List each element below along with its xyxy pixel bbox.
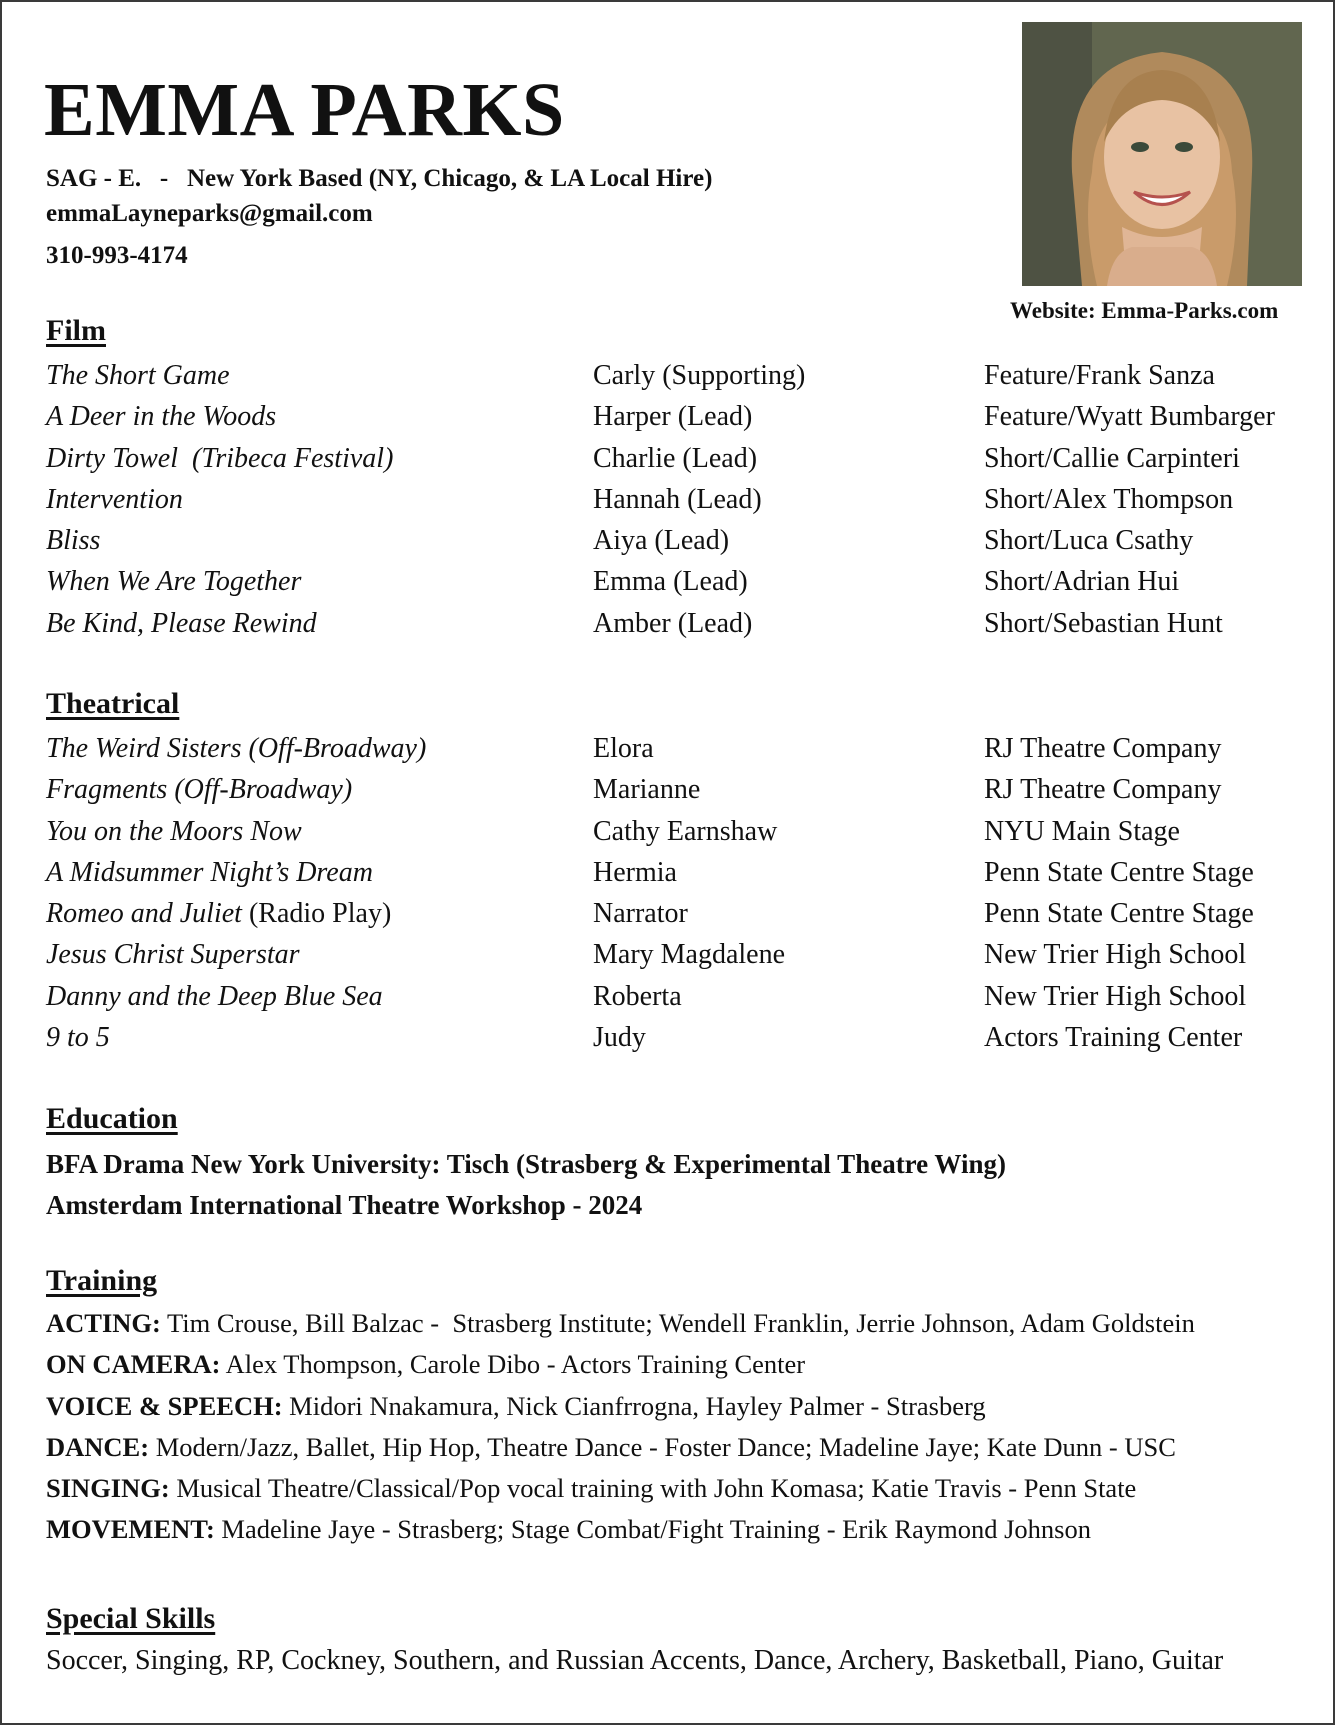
email: emmaLayneparks@gmail.com bbox=[46, 200, 373, 227]
film-role: Hannah (Lead) bbox=[593, 483, 762, 515]
education-line: Amsterdam International Theatre Workshop - 2024 bbox=[46, 1190, 643, 1220]
training-heading: Training bbox=[46, 1264, 158, 1297]
training-row bbox=[46, 1473, 1195, 1514]
theatre-row bbox=[46, 1022, 1316, 1063]
theatre-role: Narrator bbox=[593, 898, 688, 930]
training-text: Musical Theatre/Classical/Pop vocal training with John Komasa; Katie Travis - Penn State bbox=[169, 1473, 1137, 1504]
theatre-company: RJ Theatre Company bbox=[984, 774, 1222, 806]
film-row bbox=[46, 443, 1316, 484]
headshot-photo bbox=[1022, 22, 1302, 286]
film-title: When We Are Together bbox=[46, 566, 302, 598]
film-role: Aiya (Lead) bbox=[593, 525, 730, 557]
theatre-role: Elora bbox=[593, 733, 654, 764]
training-text: Modern/Jazz, Ballet, Hip Hop, Theatre Dance - Foster Dance; Madeline Jaye; Kate Dunn - USC bbox=[149, 1431, 1176, 1462]
theatre-row bbox=[46, 733, 1316, 774]
theatre-title: Fragments (Off-Broadway) bbox=[46, 774, 353, 806]
film-row bbox=[46, 608, 1316, 649]
film-row bbox=[46, 484, 1316, 525]
theatre-company: Penn State Centre Stage bbox=[984, 898, 1254, 930]
theatre-title-suffix: (Radio Play) bbox=[241, 898, 392, 930]
phone: 310-993-4174 bbox=[46, 242, 188, 269]
special-skills-text: Soccer, Singing, RP, Cockney, Southern, and Russian Accents, Dance, Archery, Basketball, Piano, Guitar bbox=[46, 1645, 1224, 1676]
training-label: VOICE & SPEECH: bbox=[46, 1390, 283, 1421]
training-text: Madeline Jaye - Strasberg; Stage Combat/Fight Training - Erik Raymond Johnson bbox=[214, 1514, 1091, 1545]
film-company: Feature/Frank Sanza bbox=[984, 360, 1215, 391]
theatre-title: 9 to 5 bbox=[46, 1022, 110, 1054]
film-heading: Film bbox=[46, 314, 106, 347]
film-title: The Short Game bbox=[46, 360, 230, 391]
union-location: SAG - E. - New York Based (NY, Chicago, & LA Local Hire) bbox=[46, 165, 713, 192]
film-company: Feature/Wyatt Bumbarger bbox=[984, 401, 1275, 433]
training-row bbox=[46, 1514, 1195, 1555]
theatre-company: RJ Theatre Company bbox=[984, 733, 1222, 764]
training-row bbox=[46, 1308, 1195, 1349]
film-company: Short/Alex Thompson bbox=[984, 483, 1234, 515]
training-label: SINGING: bbox=[46, 1473, 170, 1504]
theatre-row bbox=[46, 816, 1316, 857]
training-list bbox=[46, 1308, 1195, 1556]
theatre-role: Cathy Earnshaw bbox=[593, 815, 778, 847]
theatrical-credits bbox=[46, 733, 1316, 1063]
film-company: Short/Luca Csathy bbox=[984, 525, 1194, 557]
film-credits bbox=[46, 360, 1316, 649]
training-label: ON CAMERA: bbox=[46, 1349, 221, 1380]
website-link[interactable]: Website: Emma-Parks.com bbox=[1010, 298, 1279, 323]
theatre-role: Judy bbox=[593, 1022, 646, 1054]
theatre-role: Mary Magdalene bbox=[593, 939, 786, 971]
film-row bbox=[46, 525, 1316, 566]
theatre-title: Romeo and Juliet bbox=[46, 898, 242, 930]
training-text: Alex Thompson, Carole Dibo - Actors Training Center bbox=[220, 1349, 806, 1380]
theatrical-heading: Theatrical bbox=[46, 687, 180, 720]
film-title: Be Kind, Please Rewind bbox=[46, 607, 317, 639]
theatre-company: New Trier High School bbox=[984, 939, 1247, 971]
theatre-role: Marianne bbox=[593, 774, 701, 806]
film-row bbox=[46, 401, 1316, 442]
actor-name: EMMA PARKS bbox=[44, 68, 565, 152]
training-label: ACTING: bbox=[46, 1308, 161, 1338]
film-role: Harper (Lead) bbox=[593, 401, 753, 433]
film-role: Charlie (Lead) bbox=[593, 442, 758, 474]
training-row bbox=[46, 1391, 1195, 1432]
theatre-row bbox=[46, 774, 1316, 815]
film-row bbox=[46, 360, 1316, 401]
theatre-row bbox=[46, 857, 1316, 898]
film-title: Bliss bbox=[46, 525, 101, 557]
theatre-row bbox=[46, 898, 1316, 939]
theatre-role: Hermia bbox=[593, 856, 677, 888]
film-company: Short/Sebastian Hunt bbox=[984, 607, 1223, 639]
theatre-title: A Midsummer Night’s Dream bbox=[46, 856, 373, 888]
film-title: A Deer in the Woods bbox=[46, 401, 277, 433]
film-role: Emma (Lead) bbox=[593, 566, 748, 598]
training-text: Midori Nnakamura, Nick Cianfrrogna, Hayley Palmer - Strasberg bbox=[282, 1390, 986, 1421]
theatre-title: You on the Moors Now bbox=[46, 815, 302, 847]
film-title: Dirty Towel (Tribeca Festival) bbox=[46, 442, 394, 474]
training-row bbox=[46, 1432, 1195, 1473]
theatre-company: Penn State Centre Stage bbox=[984, 856, 1254, 888]
theatre-row bbox=[46, 981, 1316, 1022]
training-label: MOVEMENT: bbox=[46, 1514, 215, 1545]
theatre-title: Danny and the Deep Blue Sea bbox=[46, 980, 383, 1012]
theatre-title-wrap bbox=[46, 898, 391, 930]
film-company: Short/Callie Carpinteri bbox=[984, 442, 1240, 474]
film-row bbox=[46, 566, 1316, 607]
theatre-title: Jesus Christ Superstar bbox=[46, 939, 300, 971]
special-skills-heading: Special Skills bbox=[46, 1602, 216, 1635]
theatre-row bbox=[46, 939, 1316, 980]
film-role: Amber (Lead) bbox=[593, 607, 753, 639]
theatre-company: New Trier High School bbox=[984, 980, 1247, 1012]
film-role: Carly (Supporting) bbox=[593, 360, 806, 391]
training-text: Tim Crouse, Bill Balzac - Strasberg Institute; Wendell Franklin, Jerrie Johnson, Adam Goldstein bbox=[160, 1308, 1195, 1338]
theatre-role: Roberta bbox=[593, 980, 682, 1012]
theatre-company: NYU Main Stage bbox=[984, 815, 1180, 847]
film-title: Intervention bbox=[46, 483, 183, 515]
theatre-company: Actors Training Center bbox=[984, 1022, 1243, 1054]
education-heading: Education bbox=[46, 1102, 178, 1135]
film-company: Short/Adrian Hui bbox=[984, 566, 1180, 598]
training-row bbox=[46, 1349, 1195, 1390]
education-line: BFA Drama New York University: Tisch (Strasberg & Experimental Theatre Wing) bbox=[46, 1149, 1006, 1179]
training-label: DANCE: bbox=[46, 1431, 150, 1462]
theatre-title: The Weird Sisters (Off-Broadway) bbox=[46, 733, 427, 764]
